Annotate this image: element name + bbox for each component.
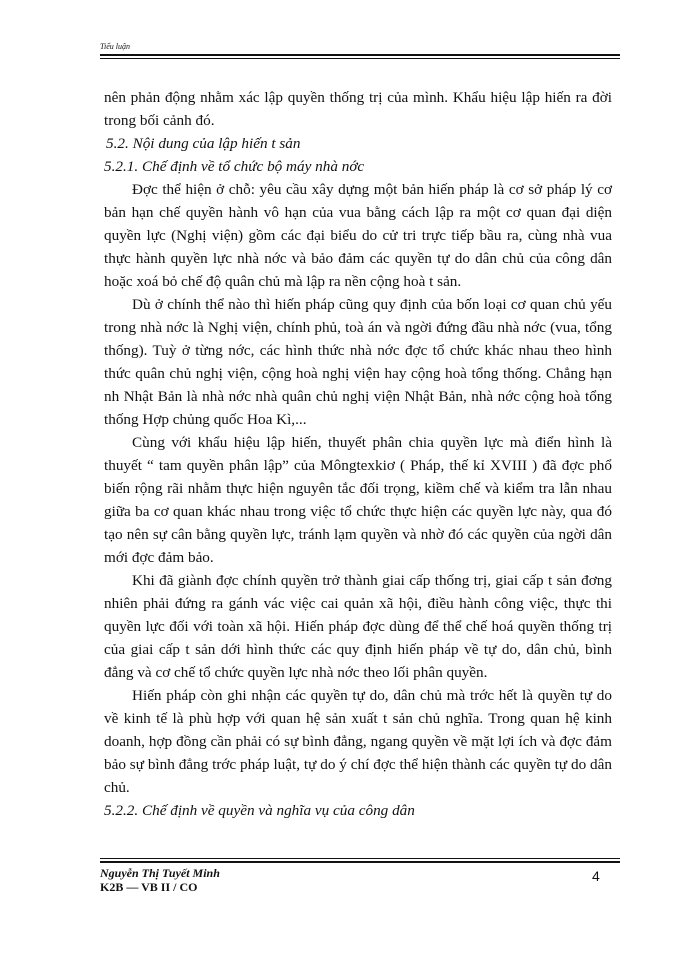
body-paragraph-3: Cùng với khẩu hiệu lập hiến, thuyết phân chia quyền lực mà điển hình là thuyết “ tam quyền phân lập” của Môngtexkiơ ( Pháp, thế kỉ XVIII ) đã đợc phổ biến rộng rãi nhằm thực hiện nguyên tắc đối trọng, kiềm chế và kiểm tra lẫn nhau giữa ba cơ quan khác nhau trong việc tổ chức thực hiện các quyền lực này, qua đó tạo nên sự cân bằng quyền lực, tránh lạm quyền và nhờ đó các quyền của ngời dân mới đợc đảm bảo. [104, 434, 612, 566]
footer-rule [100, 858, 620, 863]
footer-class: K2B — VB II / CO [100, 880, 198, 894]
header-label: Tiểu luận [100, 42, 131, 51]
page-body [104, 86, 612, 822]
page-number: 4 [592, 868, 600, 884]
section-heading-5-2-1: 5.2.1. Chế định về tổ chức bộ máy nhà nớc [104, 158, 365, 175]
footer-author: Nguyễn Thị Tuyết Minh [100, 866, 220, 880]
intro-paragraph: nên phản động nhằm xác lập quyền thống trị của mình. Khẩu hiệu lập hiến ra đời trong bối cảnh đó. [104, 89, 612, 129]
body-paragraph-1: Đợc thể hiện ở chỗ: yêu cầu xây dựng một bản hiến pháp là cơ sở pháp lý cơ bản hạn chế quyền hành vô hạn của vua bằng cách lập ra một cơ quan đại diện quyền lực (Nghị viện) gồm các đại biểu do cử tri trực tiếp bầu ra, cùng nhà vua thực hành quyền lực nhà nớc và bảo đảm các quyền tự do dân chủ của công dân hoặc xoá bỏ chế độ quân chủ mà lập ra nền cộng hoà t sản. [104, 181, 612, 290]
header-rule [100, 54, 620, 59]
section-heading-5-2: 5.2. Nội dung của lập hiến t sản [106, 135, 301, 152]
section-heading-5-2-2: 5.2.2. Chế định về quyền và nghĩa vụ của công dân [104, 802, 415, 819]
body-paragraph-5: Hiến pháp còn ghi nhận các quyền tự do, dân chủ mà trớc hết là quyền tự do về kinh tế là phù hợp với quan hệ sản xuất t sản chủ nghĩa. Trong quan hệ kinh doanh, hợp đồng cần phải có sự bình đẳng, ngang quyền về mặt lợi ích và đợc đảm bảo sự bình đẳng trớc pháp luật, tự do ý chí đợc thể hiện thành các quyền tự do dân chủ. [104, 687, 612, 796]
body-paragraph-4: Khi đã giành đợc chính quyền trở thành giai cấp thống trị, giai cấp t sản đơng nhiên phải đứng ra gánh vác việc cai quản xã hội, điều hành công việc, thực thi quyền lực đối với toàn xã hội. Hiến pháp đợc dùng để thể chế hoá quyền thống trị của giai cấp t sản dới hình thức các quy định hiến pháp về tự do, dân chủ, bình đẳng và cơ chế tổ chức quyền lực nhà nớc theo lối phân quyền. [104, 572, 612, 681]
body-paragraph-2: Dù ở chính thể nào thì hiến pháp cũng quy định của bốn loại cơ quan chủ yếu trong nhà nớc là Nghị viện, chính phủ, toà án và ngời đứng đầu nhà nớc (vua, tổng thống). Tuỳ ở từng nớc, các hình thức nhà nớc đợc tổ chức khác nhau theo hình thức quân chủ nghị viện, cộng hoà nghị viện hay cộng hoà tổng thống. Chẳng hạn nh Nhật Bản là nhà nớc nhà quân chủ nghị viện Nhật Bản, nhà nớc cộng hoà tổng thống Hợp chủng quốc Hoa Kì,... [104, 296, 612, 428]
